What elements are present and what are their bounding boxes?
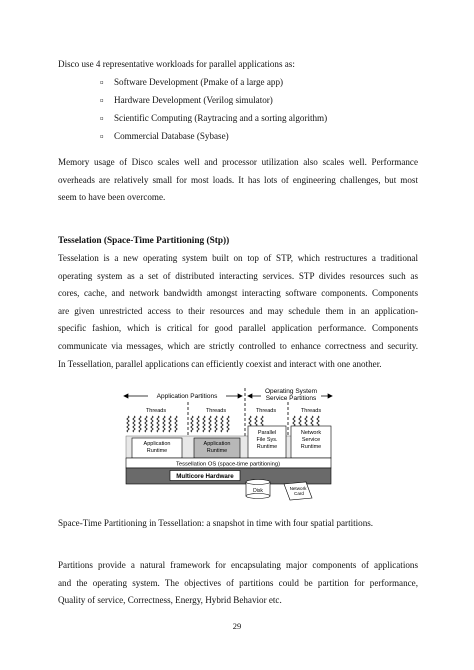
thread-icon bbox=[133, 416, 135, 432]
list-item: ¤ Commercial Database (Sybase) bbox=[100, 131, 229, 141]
thread-icon bbox=[197, 416, 199, 432]
paragraph-disco-summary: Memory usage of Disco scales well and processor utilization also scales well. Performance overheads are relatively small for most loads. It has lots of engineering challenges, but most seem to have been overcome. bbox=[58, 157, 418, 203]
list-item: ¤ Software Development (Pmake of a large app) bbox=[100, 77, 284, 87]
svg-text:Runtime: Runtime bbox=[146, 448, 168, 454]
thread-icon bbox=[127, 416, 129, 432]
thread-icon bbox=[169, 416, 171, 432]
bullet-icon: ¤ bbox=[100, 133, 104, 141]
threads-label: Threads bbox=[255, 408, 277, 414]
svg-text:Application: Application bbox=[143, 441, 171, 447]
list-item: ¤ Hardware Development (Verilog simulator) bbox=[100, 95, 273, 105]
bullet-icon: ¤ bbox=[100, 97, 104, 105]
thread-icon bbox=[227, 416, 229, 432]
arrow-right-icon bbox=[328, 394, 332, 398]
thread-squiggles bbox=[127, 416, 319, 432]
svg-text:Runtime: Runtime bbox=[256, 444, 278, 450]
thread-icon bbox=[191, 416, 193, 432]
svg-text:Service: Service bbox=[301, 437, 321, 443]
svg-text:Runtime: Runtime bbox=[300, 444, 322, 450]
paragraph-tessellation: Tesselation is a new operating system built on top of STP, which restructures a traditional operating system as a set of distributed interacting services. STP divides resources such as cores, cache, and network bandwidth amongst interacting software components. Components are given unrestricted access to their resources and may schedule them in an application- specific fashion, which is critical for good parallel application performance. Components communicate via messages, which are strictly controlled to enhance correctness and security. In Tessellation, parallel applications can efficiently coexist and interact with one another. bbox=[58, 253, 418, 369]
thread-icon bbox=[203, 416, 205, 432]
thread-icon bbox=[139, 416, 141, 432]
thread-icon bbox=[175, 416, 177, 432]
app-partitions-label: Application Partitions bbox=[156, 393, 218, 400]
network-card-label: Network bbox=[289, 486, 307, 491]
os-service-label: Service Partitions bbox=[265, 395, 317, 402]
list-item: ¤ Scientific Computing (Raytracing and a sorting algorithm) bbox=[100, 113, 328, 123]
thread-icon bbox=[209, 416, 211, 432]
paragraph-partitions: Partitions provide a natural framework for encapsulating major components of applications and the operating system. The objectives of partitions could be partition for performance, Quality of service, Correctness, Energy, Hybrid Behavior etc. bbox=[58, 560, 418, 606]
thread-icon bbox=[157, 416, 159, 432]
thread-icon bbox=[145, 416, 147, 432]
page-number: 29 bbox=[232, 621, 242, 631]
svg-text:File Sys.: File Sys. bbox=[256, 437, 278, 443]
svg-text:Network: Network bbox=[300, 430, 322, 436]
arrow-left-icon bbox=[248, 394, 252, 398]
svg-text:Application: Application bbox=[203, 441, 231, 447]
threads-label: Threads bbox=[145, 408, 167, 414]
threads-label: Threads bbox=[300, 408, 322, 414]
svg-text:Runtime: Runtime bbox=[206, 448, 228, 454]
svg-text:Multicore Hardware: Multicore Hardware bbox=[176, 473, 234, 480]
thread-icon bbox=[215, 416, 217, 432]
intro-text: Disco use 4 representative workloads for parallel applications as: bbox=[58, 59, 295, 69]
disk-label: Disk bbox=[253, 488, 263, 494]
thread-icon bbox=[163, 416, 165, 432]
threads-label: Threads bbox=[205, 408, 227, 414]
section-heading: Tesselation (Space-Time Partitioning (Stp)) bbox=[58, 236, 230, 246]
svg-text:Tessellation OS (space-time pa: Tessellation OS (space-time partitioning) bbox=[175, 461, 281, 468]
figure-caption: Space-Time Partitioning in Tessellation: a snapshot in time with four spatial partitions. bbox=[58, 518, 374, 528]
arrow-left-icon bbox=[124, 394, 128, 398]
bullet-icon: ¤ bbox=[100, 115, 104, 123]
os-service-label: Operating System bbox=[264, 388, 318, 395]
svg-text:Parallel: Parallel bbox=[257, 430, 277, 436]
bullet-icon: ¤ bbox=[100, 79, 104, 87]
thread-icon bbox=[151, 416, 153, 432]
network-card-label: Card bbox=[294, 491, 304, 496]
thread-icon bbox=[221, 416, 223, 432]
arrow-right-icon bbox=[238, 394, 242, 398]
tessellation-figure bbox=[118, 386, 336, 504]
